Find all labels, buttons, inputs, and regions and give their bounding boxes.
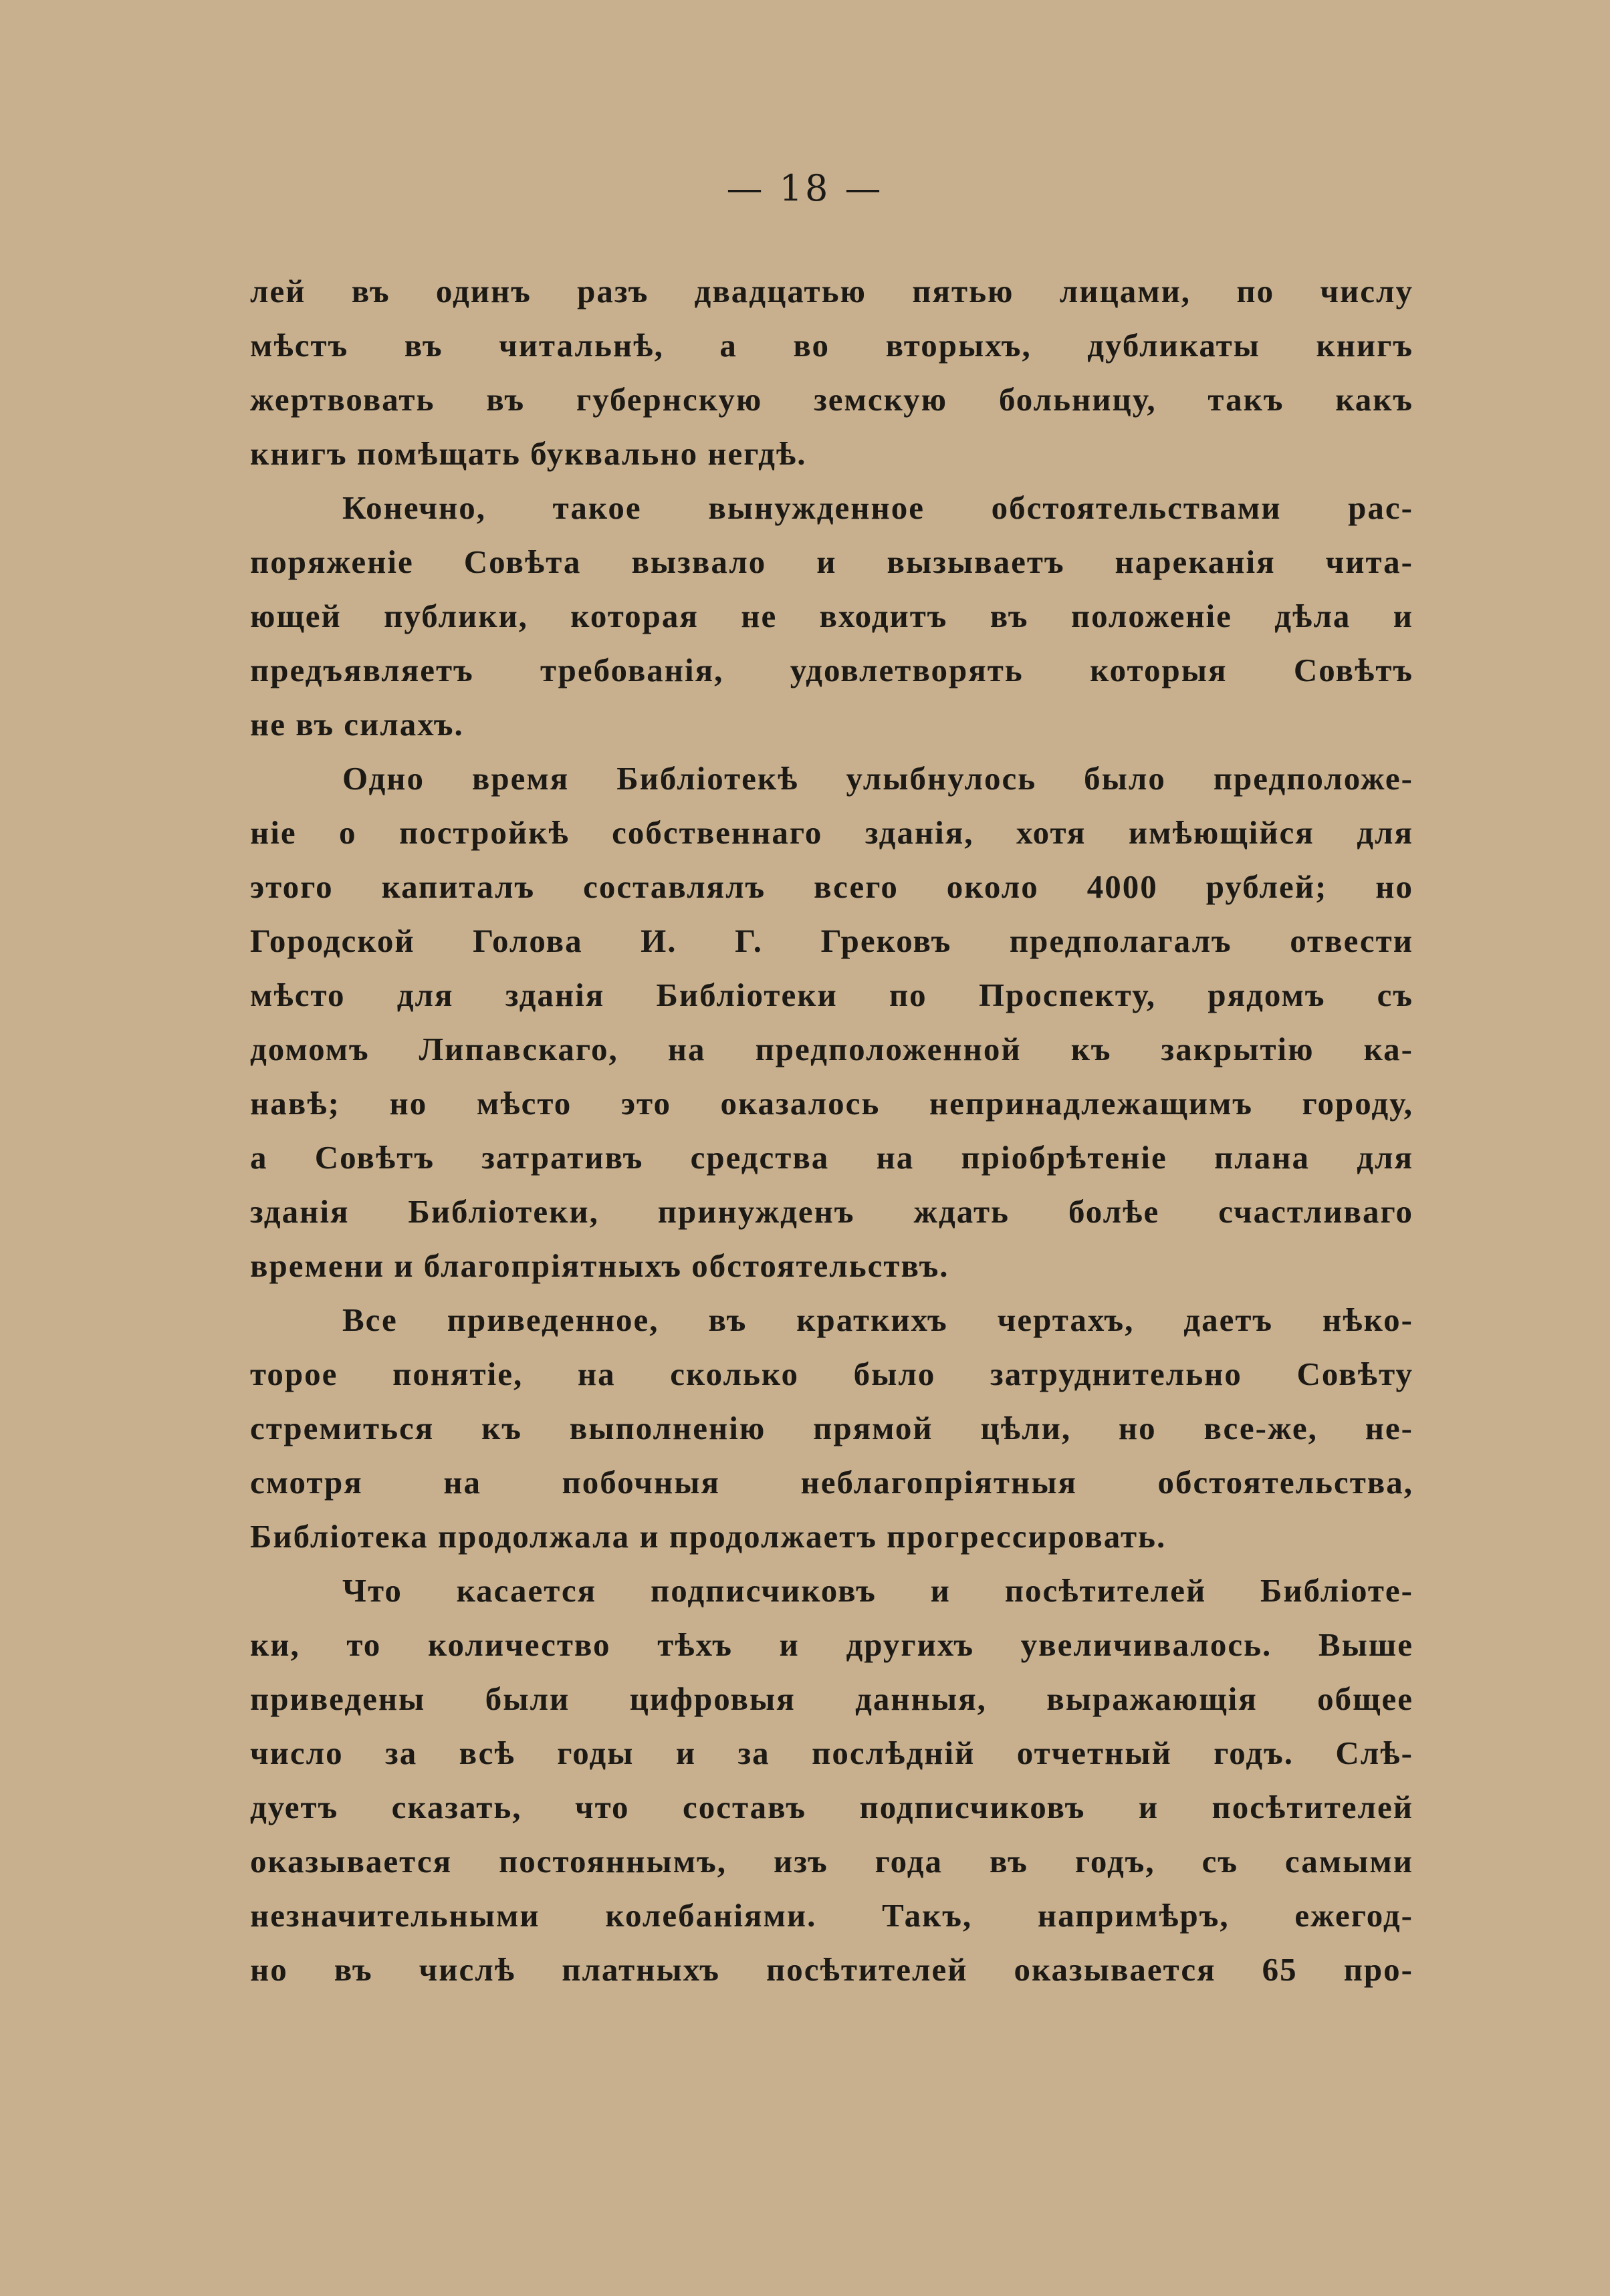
text-line: приведены были цифровыя данныя, выражающія общее — [250, 1680, 1413, 1717]
text-line: Одно время Библіотекѣ улыбнулось было предположе- — [342, 760, 1413, 797]
text-line: ніе о постройкѣ собственнаго зданія, хотя имѣющійся для — [250, 814, 1413, 851]
text-line: но въ числѣ платныхъ посѣтителей оказывается 65 про- — [250, 1951, 1413, 1988]
text-line: оказывается постояннымъ, изъ года въ годъ, съ самыми — [250, 1843, 1413, 1880]
text-line: книгъ помѣщать буквально негдѣ. — [250, 435, 807, 472]
text-line: смотря на побочныя неблагопріятныя обстоятельства, — [250, 1464, 1413, 1501]
text-line: зданія Библіотеки, принужденъ ждать болѣе счастливаго — [250, 1193, 1413, 1230]
text-line: а Совѣтъ затративъ средства на пріобрѣтеніе плана для — [250, 1139, 1413, 1176]
page-number: — 18 — — [726, 167, 884, 209]
text-line: торое понятіе, на сколько было затруднительно Совѣту — [250, 1356, 1413, 1392]
text-line: этого капиталъ составлялъ всего около 4000 рублей; но — [250, 868, 1413, 905]
text-line: дуетъ сказать, что составъ подписчиковъ и посѣтителей — [250, 1789, 1413, 1825]
text-line: Городской Голова И. Г. Грековъ предполагалъ отвести — [250, 922, 1413, 959]
text-line: поряженіе Совѣта вызвало и вызываетъ нареканія чита- — [250, 543, 1413, 580]
text-line: жертвовать въ губернскую земскую больницу, такъ какъ — [250, 381, 1413, 418]
paragraph — [250, 1563, 1413, 1997]
paragraph — [250, 264, 1413, 481]
paragraph — [250, 751, 1413, 1293]
text-line: не въ силахъ. — [250, 706, 464, 743]
text-line: лей въ одинъ разъ двадцатью пятью лицами, по числу — [250, 273, 1413, 309]
text-line: времени и благопріятныхъ обстоятельствъ. — [250, 1247, 949, 1284]
body-text — [250, 264, 1413, 1997]
text-line: навѣ; но мѣсто это оказалось непринадлежащимъ городу, — [250, 1085, 1413, 1122]
text-line: Что касается подписчиковъ и посѣтителей Библіоте- — [342, 1572, 1413, 1609]
text-line: домомъ Липавскаго, на предположенной къ закрытію ка- — [250, 1031, 1413, 1067]
text-line: стремиться къ выполненію прямой цѣли, но все-же, не- — [250, 1410, 1413, 1446]
text-line: Библіотека продолжала и продолжаетъ прогрессировать. — [250, 1518, 1167, 1555]
text-line: мѣсто для зданія Библіотеки по Проспекту, рядомъ съ — [250, 977, 1413, 1013]
text-line: число за всѣ годы и за послѣдній отчетный годъ. Слѣ- — [250, 1735, 1413, 1771]
text-line: ющей публики, которая не входитъ въ положеніе дѣла и — [250, 598, 1413, 634]
text-line: мѣстъ въ читальнѣ, а во вторыхъ, дубликаты книгъ — [250, 327, 1413, 364]
text-line: незначительными колебаніями. Такъ, напримѣръ, ежегод- — [250, 1897, 1413, 1934]
paragraph — [250, 481, 1413, 751]
text-line: Все приведенное, въ краткихъ чертахъ, даетъ нѣко- — [342, 1301, 1413, 1338]
paragraph — [250, 1293, 1413, 1563]
text-line: ки, то количество тѣхъ и другихъ увеличивалось. Выше — [250, 1626, 1413, 1663]
text-line: предъявляетъ требованія, удовлетворять которыя Совѣтъ — [250, 652, 1413, 688]
text-line: Конечно, такое вынужденное обстоятельствами рас- — [342, 489, 1413, 526]
